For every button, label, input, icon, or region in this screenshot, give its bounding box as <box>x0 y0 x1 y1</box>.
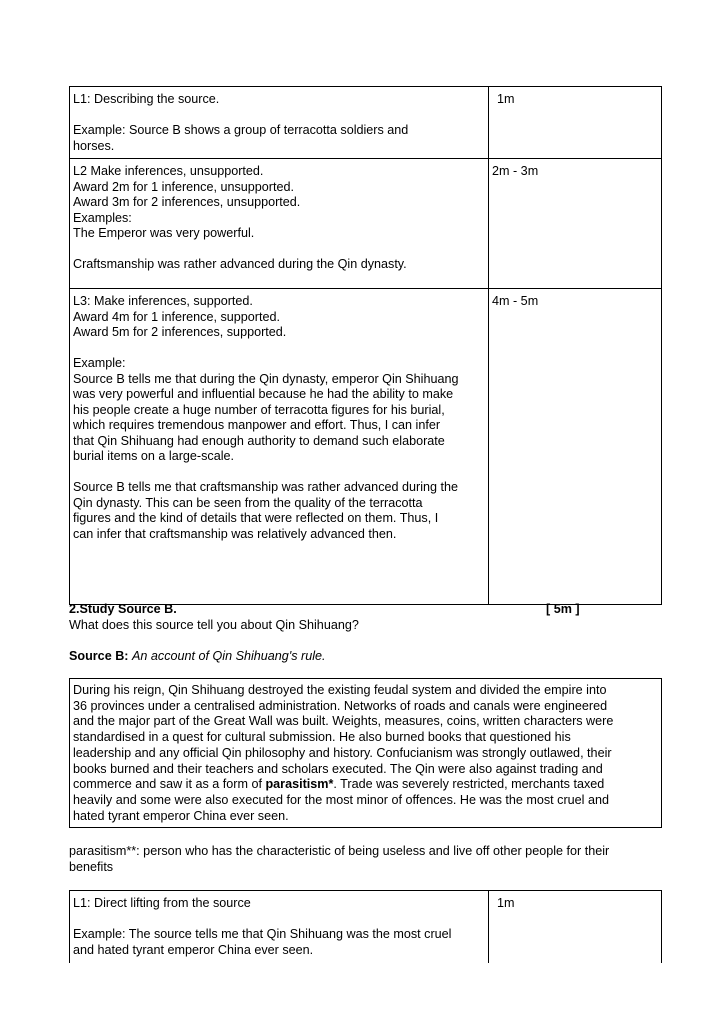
source-caption <box>69 649 669 665</box>
rubric-level-line: L3: Make inferences, supported. <box>73 294 253 308</box>
rubric-table-2 <box>69 890 662 963</box>
rubric-level-line: L2 Make inferences, unsupported. <box>73 164 264 178</box>
source-text-fragment: commerce and saw it as a form of <box>73 777 266 792</box>
rubric-marks: 4m - 5m <box>492 294 539 308</box>
rubric-example-line: his people create a huge number of terracotta figures for his burial, <box>73 402 445 417</box>
rubric-marks-cell <box>489 891 662 963</box>
source-text-line: hated tyrant emperor China ever seen. <box>73 808 289 823</box>
rubric-level-line: L1: Direct lifting from the source <box>73 896 251 910</box>
rubric-example-line: Example: Source B shows a group of terracotta soldiers and <box>73 123 409 137</box>
source-text-bold-term: parasitism* <box>265 777 334 792</box>
rubric-level-line: Award 3m for 2 inferences, unsupported. <box>73 195 301 209</box>
question-prompt: What does this source tell you about Qin Shihuang? <box>69 617 359 632</box>
rubric-level-line: L1: Describing the source. <box>73 92 220 106</box>
rubric-example-line: Source B tells me that during the Qin dynasty, emperor Qin Shihuang <box>73 371 459 386</box>
rubric-marks-cell <box>489 289 662 605</box>
rubric-marks-cell <box>489 159 662 289</box>
source-text-line <box>73 777 658 793</box>
source-text-line: During his reign, Qin Shihuang destroyed the existing feudal system and divided the empire into <box>73 683 607 697</box>
footnote-line: parasitism**: person who has the characteristic of being useless and live off other people for their <box>69 844 610 858</box>
rubric-example-line: figures and the kind of details that were reflected on them. Thus, I <box>73 511 439 525</box>
rubric-level-cell <box>70 289 489 605</box>
footnote-line: benefits <box>69 859 114 874</box>
rubric-example-line: and hated tyrant emperor China ever seen. <box>73 942 314 957</box>
rubric-marks-cell <box>489 87 662 159</box>
rubric-row-l1 <box>70 87 662 159</box>
source-text-line: heavily and some were also executed for the most minor of offences. He was the most cruel and <box>73 792 609 807</box>
source-label: Source B: <box>69 648 129 663</box>
rubric-example-line: burial items on a large-scale. <box>73 449 234 463</box>
rubric-example-line: Example: <box>73 356 126 370</box>
source-text-box <box>69 678 662 828</box>
question-marks: [ 5m ] <box>546 602 580 616</box>
rubric-level-cell <box>70 87 489 159</box>
source-text-line: 36 provinces under a centralised administration. Networks of roads and canals were engineered <box>73 698 608 713</box>
rubric-level-line: Award 5m for 2 inferences, supported. <box>73 325 287 339</box>
rubric-example-line: was very powerful and influential because he had the ability to make <box>73 387 454 401</box>
rubric-row-l1 <box>70 891 662 963</box>
rubric-example-line: Craftsmanship was rather advanced during the Qin dynasty. <box>73 257 407 271</box>
rubric-example-line: Source B tells me that craftsmanship was rather advanced during the <box>73 480 459 494</box>
rubric-example-line: can infer that craftsmanship was relatively advanced then. <box>73 526 397 541</box>
rubric-example-line: Example: The source tells me that Qin Shihuang was the most cruel <box>73 927 452 941</box>
rubric-marks: 2m - 3m <box>492 164 539 178</box>
rubric-row-l3 <box>70 289 662 605</box>
rubric-example-line: Qin dynasty. This can be seen from the quality of the terracotta <box>73 495 423 510</box>
source-text-line: books burned and their teachers and scholars executed. The Qin were also against trading and <box>73 761 603 776</box>
rubric-level-cell <box>70 159 489 289</box>
rubric-marks: 1m <box>497 896 515 910</box>
rubric-level-line: Examples: <box>73 210 132 225</box>
rubric-marks: 1m <box>497 92 515 106</box>
rubric-example-line: which requires tremendous manpower and effort. Thus, I can infer <box>73 418 441 432</box>
rubric-example-line: horses. <box>73 138 115 153</box>
rubric-example-line: that Qin Shihuang had enough authority to demand such elaborate <box>73 433 445 448</box>
source-text-fragment: . Trade was severely restricted, merchants taxed <box>333 777 605 792</box>
rubric-level-line: Award 2m for 1 inference, unsupported. <box>73 179 294 194</box>
rubric-row-l2 <box>70 159 662 289</box>
rubric-table-1 <box>69 86 662 605</box>
rubric-level-line: The Emperor was very powerful. <box>73 226 255 240</box>
rubric-level-line: Award 4m for 1 inference, supported. <box>73 309 280 324</box>
source-text-line: leadership and any official Qin philosophy and history. Confucianism was strongly outlawed, their <box>73 745 612 760</box>
source-caption-text: An account of Qin Shihuang's rule. <box>131 648 326 663</box>
question-heading: 2.Study Source B. <box>69 602 177 616</box>
source-text-line: and the major part of the Great Wall was built. Weights, measures, coins, written characters were <box>73 714 614 729</box>
source-text-line: standardised in a quest for cultural submission. He also burned books that questioned his <box>73 730 571 745</box>
footnote <box>69 844 669 875</box>
rubric-level-cell <box>70 891 489 963</box>
